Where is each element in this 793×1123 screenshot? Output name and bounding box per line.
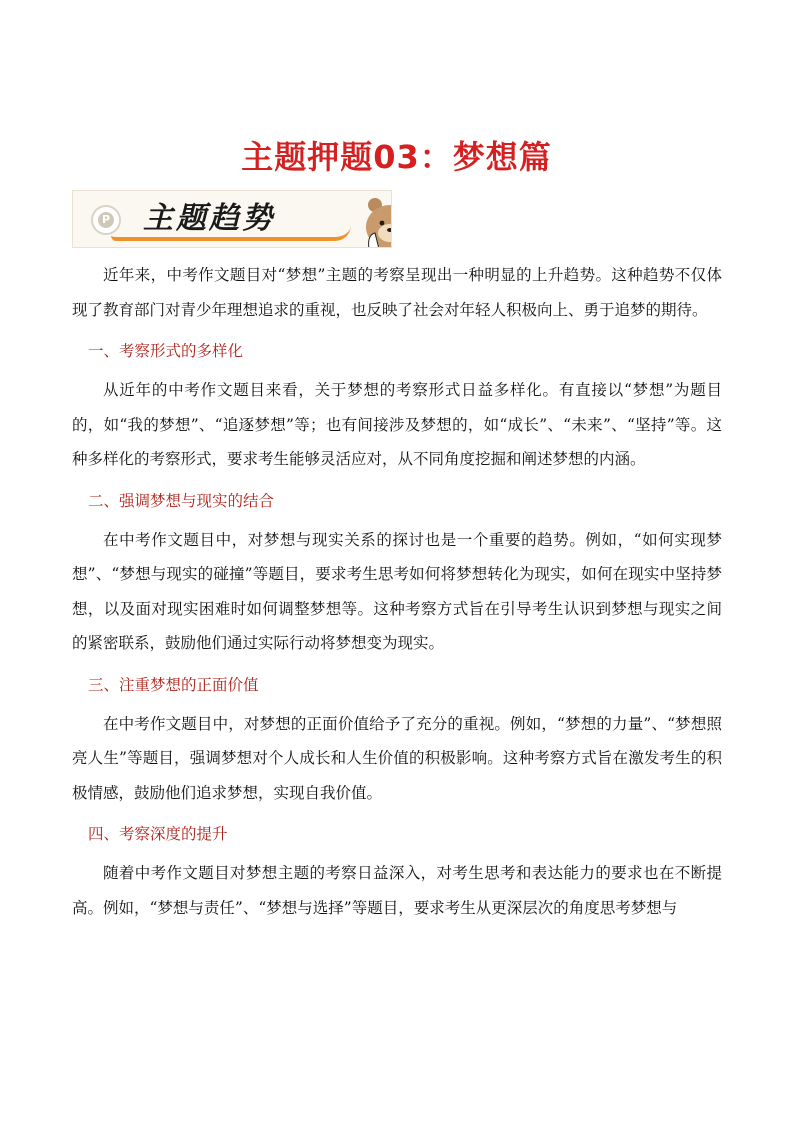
section-paragraph: 在中考作文题目中，对梦想与现实关系的探讨也是一个重要的趋势。例如，“如何实现梦想”、“梦想与现实的碰撞”等题目，要求考生思考如何将梦想转化为现实，如何在现实中坚持梦想，以及面对现实困难时如何调整梦想等。这种考察方式旨在引导考生认识到梦想与现实之间的紧密联系，鼓励他们通过实际行动将梦想变为现实。 (72, 530, 722, 652)
banner-label: 主题趋势 (143, 201, 275, 236)
section-paragraph: 随着中考作文题目对梦想主题的考察日益深入，对考生思考和表达能力的要求也在不断提高。例如，“梦想与责任”、“梦想与选择”等题目，要求考生从更深层次的角度思考梦想与 (72, 864, 722, 917)
bear-mascot-icon (361, 195, 392, 248)
intro-paragraph: 近年来，中考作文题目对“梦想”主题的考察呈现出一种明显的上升趋势。这种趋势不仅体现了教育部门对青少年理想追求的重视，也反映了社会对年轻人积极向上、勇于追梦的期待。 (72, 266, 722, 319)
document-title: 主题押题03：梦想篇 (241, 138, 552, 176)
section-heading: 一、考察形式的多样化 (88, 342, 244, 360)
coin-letter: P (98, 212, 114, 228)
section-paragraph: 从近年的中考作文题目来看，关于梦想的考察形式日益多样化。有直接以“梦想”为题目的，如“我的梦想”、“追逐梦想”等；也有间接涉及梦想的，如“成长”、“未来”、“坚持”等。这种多样化的考察形式，要求考生能够灵活应对，从不同角度挖掘和阐述梦想的内涵。 (72, 381, 722, 468)
document-body (72, 258, 722, 925)
section-heading: 三、注重梦想的正面价值 (88, 675, 259, 694)
section-heading: 二、强调梦想与现实的结合 (88, 491, 275, 510)
section-paragraph: 在中考作文题目中，对梦想的正面价值给予了充分的重视。例如，“梦想的力量”、“梦想照亮人生”等题目，强调梦想对个人成长和人生价值的积极影响。这种考察方式旨在激发考生的积极情感，鼓励他们追求梦想，实现自我价值。 (72, 714, 722, 802)
section-heading: 四、考察深度的提升 (88, 825, 228, 843)
section-banner (72, 190, 392, 248)
